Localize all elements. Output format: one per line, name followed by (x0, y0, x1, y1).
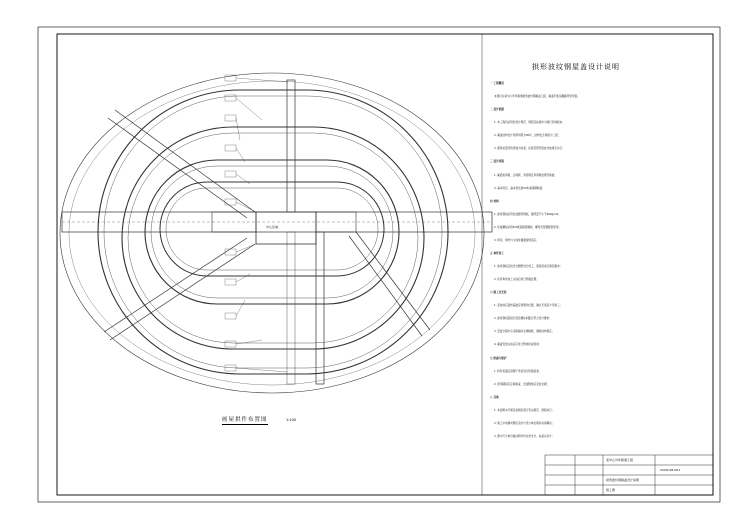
plan-title: 画屋拱件布置图 (222, 417, 268, 423)
diag-nw-b (108, 118, 247, 218)
title-block-project: 某中心外环廊道工程 (606, 458, 634, 462)
note-line: 六 施工及安装 (490, 291, 507, 295)
note-line: 3. 安装过程中应采取临时支撑措施，确保结构稳定； (494, 330, 555, 334)
note-line: 1. 构件表面应清理干净后进行防腐涂装； (494, 369, 542, 373)
center-label: 中心区域 (266, 225, 279, 229)
note-line: 2. 基本风压、基本雪压按50年重现期取值； (494, 186, 545, 190)
note-line: 一 工程概况 (490, 82, 504, 85)
note-line: 3. 焊条、焊丝与主体金属强度相适应； (494, 238, 539, 242)
drawing-title: 拱形波纹钢屋盖设计说明 (532, 63, 620, 71)
note-line: 3. 图中尺寸单位除注明外均以毫米计，标高以米计； (494, 434, 555, 438)
plan-drawing (60, 73, 492, 393)
note-line: 二 设计依据 (490, 108, 504, 112)
note-line: 1. 安装前应复核基础及预埋件位置，确认无误后方可施工； (494, 304, 563, 308)
note-line: 四 材料 (490, 199, 499, 203)
north-corridor (287, 80, 295, 212)
note-line: 1. 本工程所采用的设计规范、规程及标准均为现行有效版本； (494, 121, 565, 125)
note-line: 1. 本说明未尽事宜按国家现行有关规范、规程执行； (494, 408, 555, 412)
outer-boundary (60, 73, 484, 393)
central-hall (256, 212, 316, 244)
note-line: 2. 所有构件加工完成后进行防腐处理； (494, 278, 539, 282)
title-block-stage: 施工图 (606, 488, 616, 492)
diag-sw-a (110, 244, 255, 340)
note-line: 五 构件加工 (490, 251, 504, 255)
note-line: 2. 使用期间应定期检查，发现锈蚀应及时处理； (494, 382, 550, 386)
ring-2-inner (128, 133, 418, 343)
diag-se-b (349, 236, 422, 336)
leader-tags (225, 75, 236, 371)
note-line: 2. 施工中如遇问题应及时与设计单位联系协商解决； (494, 421, 555, 425)
note-line: 2. 波纹钢板搭接长度及螺栓间距应符合设计要求； (494, 317, 552, 321)
title-block-drawing-name: 拱形波纹钢屋盖设计说明 (606, 478, 640, 482)
note-line: 1. 波纹钢板应按设计图纸进行加工，弧度误差应满足要求； (494, 265, 563, 268)
plan-scale: 1:100 (286, 418, 297, 422)
note-line: 七 防腐与维护 (490, 356, 507, 360)
south-corridor (316, 232, 324, 384)
inner-frame (57, 34, 713, 495)
note-line: 2. 屋盖结构设计使用年限为50年，结构安全等级为二级； (494, 134, 561, 138)
note-line: 三 设计荷载 (490, 160, 504, 164)
note-line: 1. 屋面恒荷载、活荷载、雪荷载及风荷载按规范取值； (494, 173, 557, 177)
note-line: 本项目为某中心外环廊道拱形波纹钢屋盖工程，屋盖平面呈椭圆环形布置。 (494, 95, 580, 99)
title-block-drawing-no: CCDS-08-001 (660, 468, 681, 472)
note-line: 1. 波纹钢板采用热浸镀锌钢板，镀锌量不小于600g/m2； (494, 212, 561, 216)
diag-nw-a (115, 110, 255, 212)
note-line: 4. 屋盖安装完成后应进行整体检查验收； (494, 343, 542, 347)
note-line: 八 其他 (490, 395, 499, 399)
south-corridor-2 (287, 232, 295, 384)
leader-lines (236, 78, 288, 372)
ring-4 (160, 182, 384, 276)
note-line: 2. 连接螺栓采用8.8级高强度螺栓，螺母及垫圈配套使用； (494, 225, 562, 229)
ring-4-inner (166, 188, 378, 270)
note-line: 3. 建筑抗震设防类别为丙类，抗震设防烈度按当地规定执行； (494, 147, 565, 151)
outer-frame (38, 27, 720, 502)
